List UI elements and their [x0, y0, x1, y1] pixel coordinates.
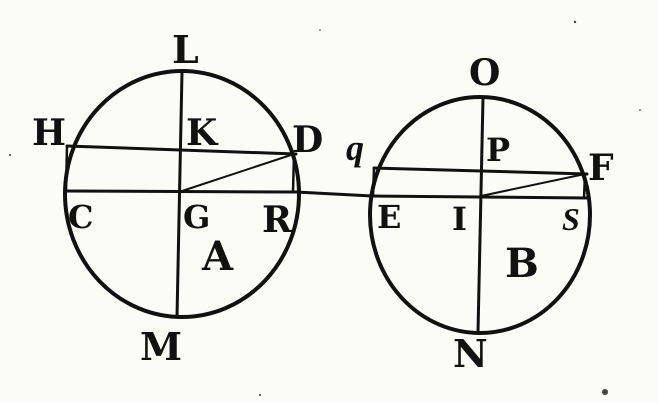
label-point-c: C: [68, 198, 94, 236]
label-point-m: M: [140, 324, 183, 369]
connecting-line: [296, 192, 372, 196]
circle-b-segment-qe: [373, 168, 374, 196]
circle-b-radius-if: [481, 174, 585, 196]
label-point-h: H: [32, 112, 67, 154]
label-point-f: F: [588, 147, 614, 189]
label-point-i: I: [452, 200, 467, 238]
label-point-s: S: [562, 201, 580, 237]
label-point-o: O: [469, 52, 501, 94]
circle-b-segment-fs: [584, 174, 585, 198]
label-point-k: K: [186, 112, 218, 154]
label-point-g: G: [183, 198, 211, 236]
label-point-n: N: [453, 331, 488, 376]
label-point-l: L: [172, 27, 199, 72]
circle-a-vertical-diameter: [177, 72, 182, 317]
print-specks: [9, 21, 641, 396]
label-circle-b: B: [505, 240, 539, 287]
label-point-r: R: [262, 199, 292, 241]
label-point-e: E: [377, 198, 402, 236]
circle-a-radius-gd: [182, 154, 294, 191]
circle-b-line-es: [372, 196, 588, 198]
circle-a-segment-hc: [66, 146, 67, 191]
circle-b-vertical-diameter: [478, 98, 483, 332]
label-point-q: q: [346, 128, 364, 168]
label-point-p: P: [486, 131, 511, 169]
label-point-d: D: [292, 119, 324, 161]
circle-a-line-cr: [66, 191, 296, 192]
circle-b-group: [370, 97, 590, 333]
circle-a-group: [65, 71, 299, 317]
label-circle-a: A: [202, 233, 234, 280]
